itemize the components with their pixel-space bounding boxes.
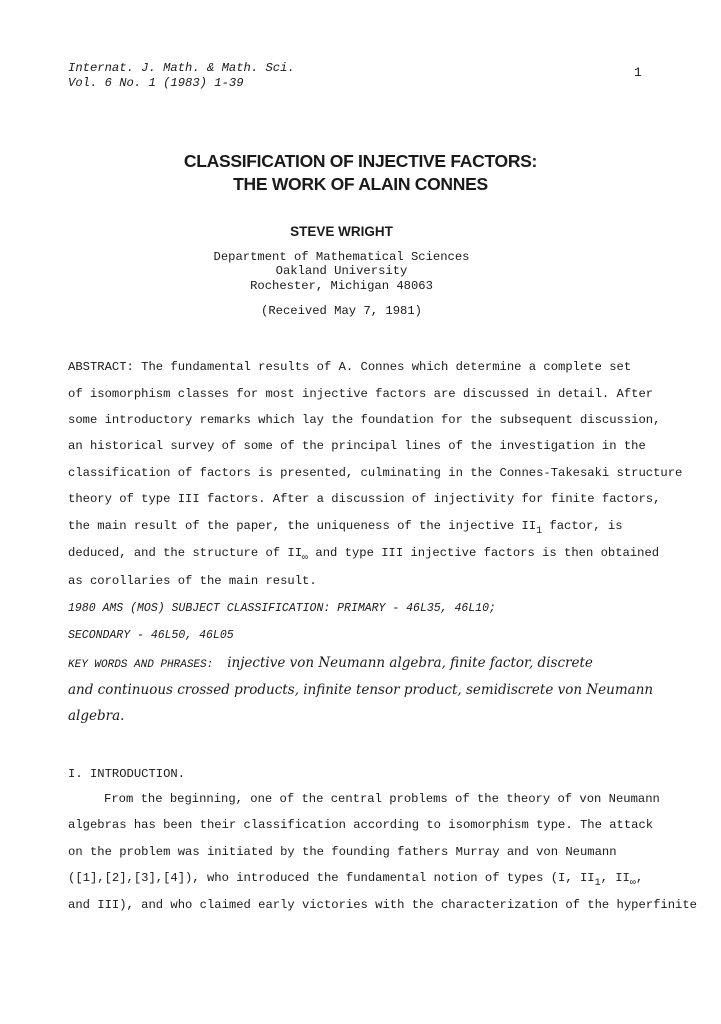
author-name: STEVE WRIGHT <box>290 224 393 239</box>
page-number: 1 <box>634 65 642 80</box>
abstract-line: the main result of the paper, the uniqueness of the injective $II_1$ factor, is <box>68 519 623 537</box>
body-text-line: algebras has been their classification according to isomorphism type. The attack <box>68 818 654 832</box>
journal-citation-line2: Vol. 6 No. 1 (1983) 1-39 <box>68 76 244 90</box>
abstract-line: ABSTRACT: The fundamental results of A. Connes which determine a complete set <box>68 360 632 374</box>
paper-title-line1: CLASSIFICATION OF INJECTIVE FACTORS: <box>183 151 538 171</box>
body-text-line: and III), and who claimed early victories with the characterization of the hyperfinite <box>68 898 697 912</box>
author-affiliation-line3: Rochester, Michigan 48063 <box>250 279 433 293</box>
abstract-line: classification of factors is presented, culminating in the Connes-Takesaki structure <box>68 466 683 480</box>
journal-citation-line1: Internat. J. Math. & Math. Sci. <box>68 61 295 75</box>
keywords-text: injective von Neumann algebra, finite factor, discrete <box>227 655 593 671</box>
abstract-line: an historical survey of some of the principal lines of the investigation in the <box>68 439 646 453</box>
author-affiliation-line2: Oakland University <box>275 264 408 278</box>
abstract-line: as corollaries of the main result. <box>68 574 317 588</box>
paper-title-line2: THE WORK OF ALAIN CONNES <box>233 174 488 194</box>
author-affiliation-line1: Department of Mathematical Sciences <box>213 250 470 264</box>
abstract-line: some introductory remarks which lay the foundation for the subsequent discussion, <box>68 413 661 427</box>
keywords-line3: algebra. <box>68 708 125 724</box>
keywords-line2: and continuous crossed products, infinite tensor product, semidiscrete von Neumann <box>68 682 654 698</box>
received-date: (Received May 7, 1981) <box>261 304 422 318</box>
body-text-line: ([1],[2],[3],[4]), who introduced the fundamental notion of types (I, $II_1$, $II_\infty$, <box>68 871 644 889</box>
section-heading-introduction: I. INTRODUCTION. <box>68 767 186 781</box>
body-text-line: on the problem was initiated by the founding fathers Murray and von Neumann <box>68 845 617 859</box>
abstract-line: deduced, and the structure of $II_\infty$ and type III injective factors is then obtained <box>68 546 660 564</box>
keywords-line1 <box>68 654 593 672</box>
subject-classification-secondary: SECONDARY - 46L50, 46L05 <box>68 629 234 642</box>
body-text-line: From the beginning, one of the central problems of the theory of von Neumann <box>104 792 660 806</box>
abstract-line: theory of type III factors. After a discussion of injectivity for finite factors, <box>68 492 661 506</box>
subject-classification-primary: 1980 AMS (MOS) SUBJECT CLASSIFICATION: PRIMARY - 46L35, 46L10; <box>68 602 496 615</box>
abstract-line: of isomorphism classes for most injective factors are discussed in detail. After <box>68 387 654 401</box>
keywords-label: KEY WORDS AND PHRASES: <box>68 659 214 671</box>
